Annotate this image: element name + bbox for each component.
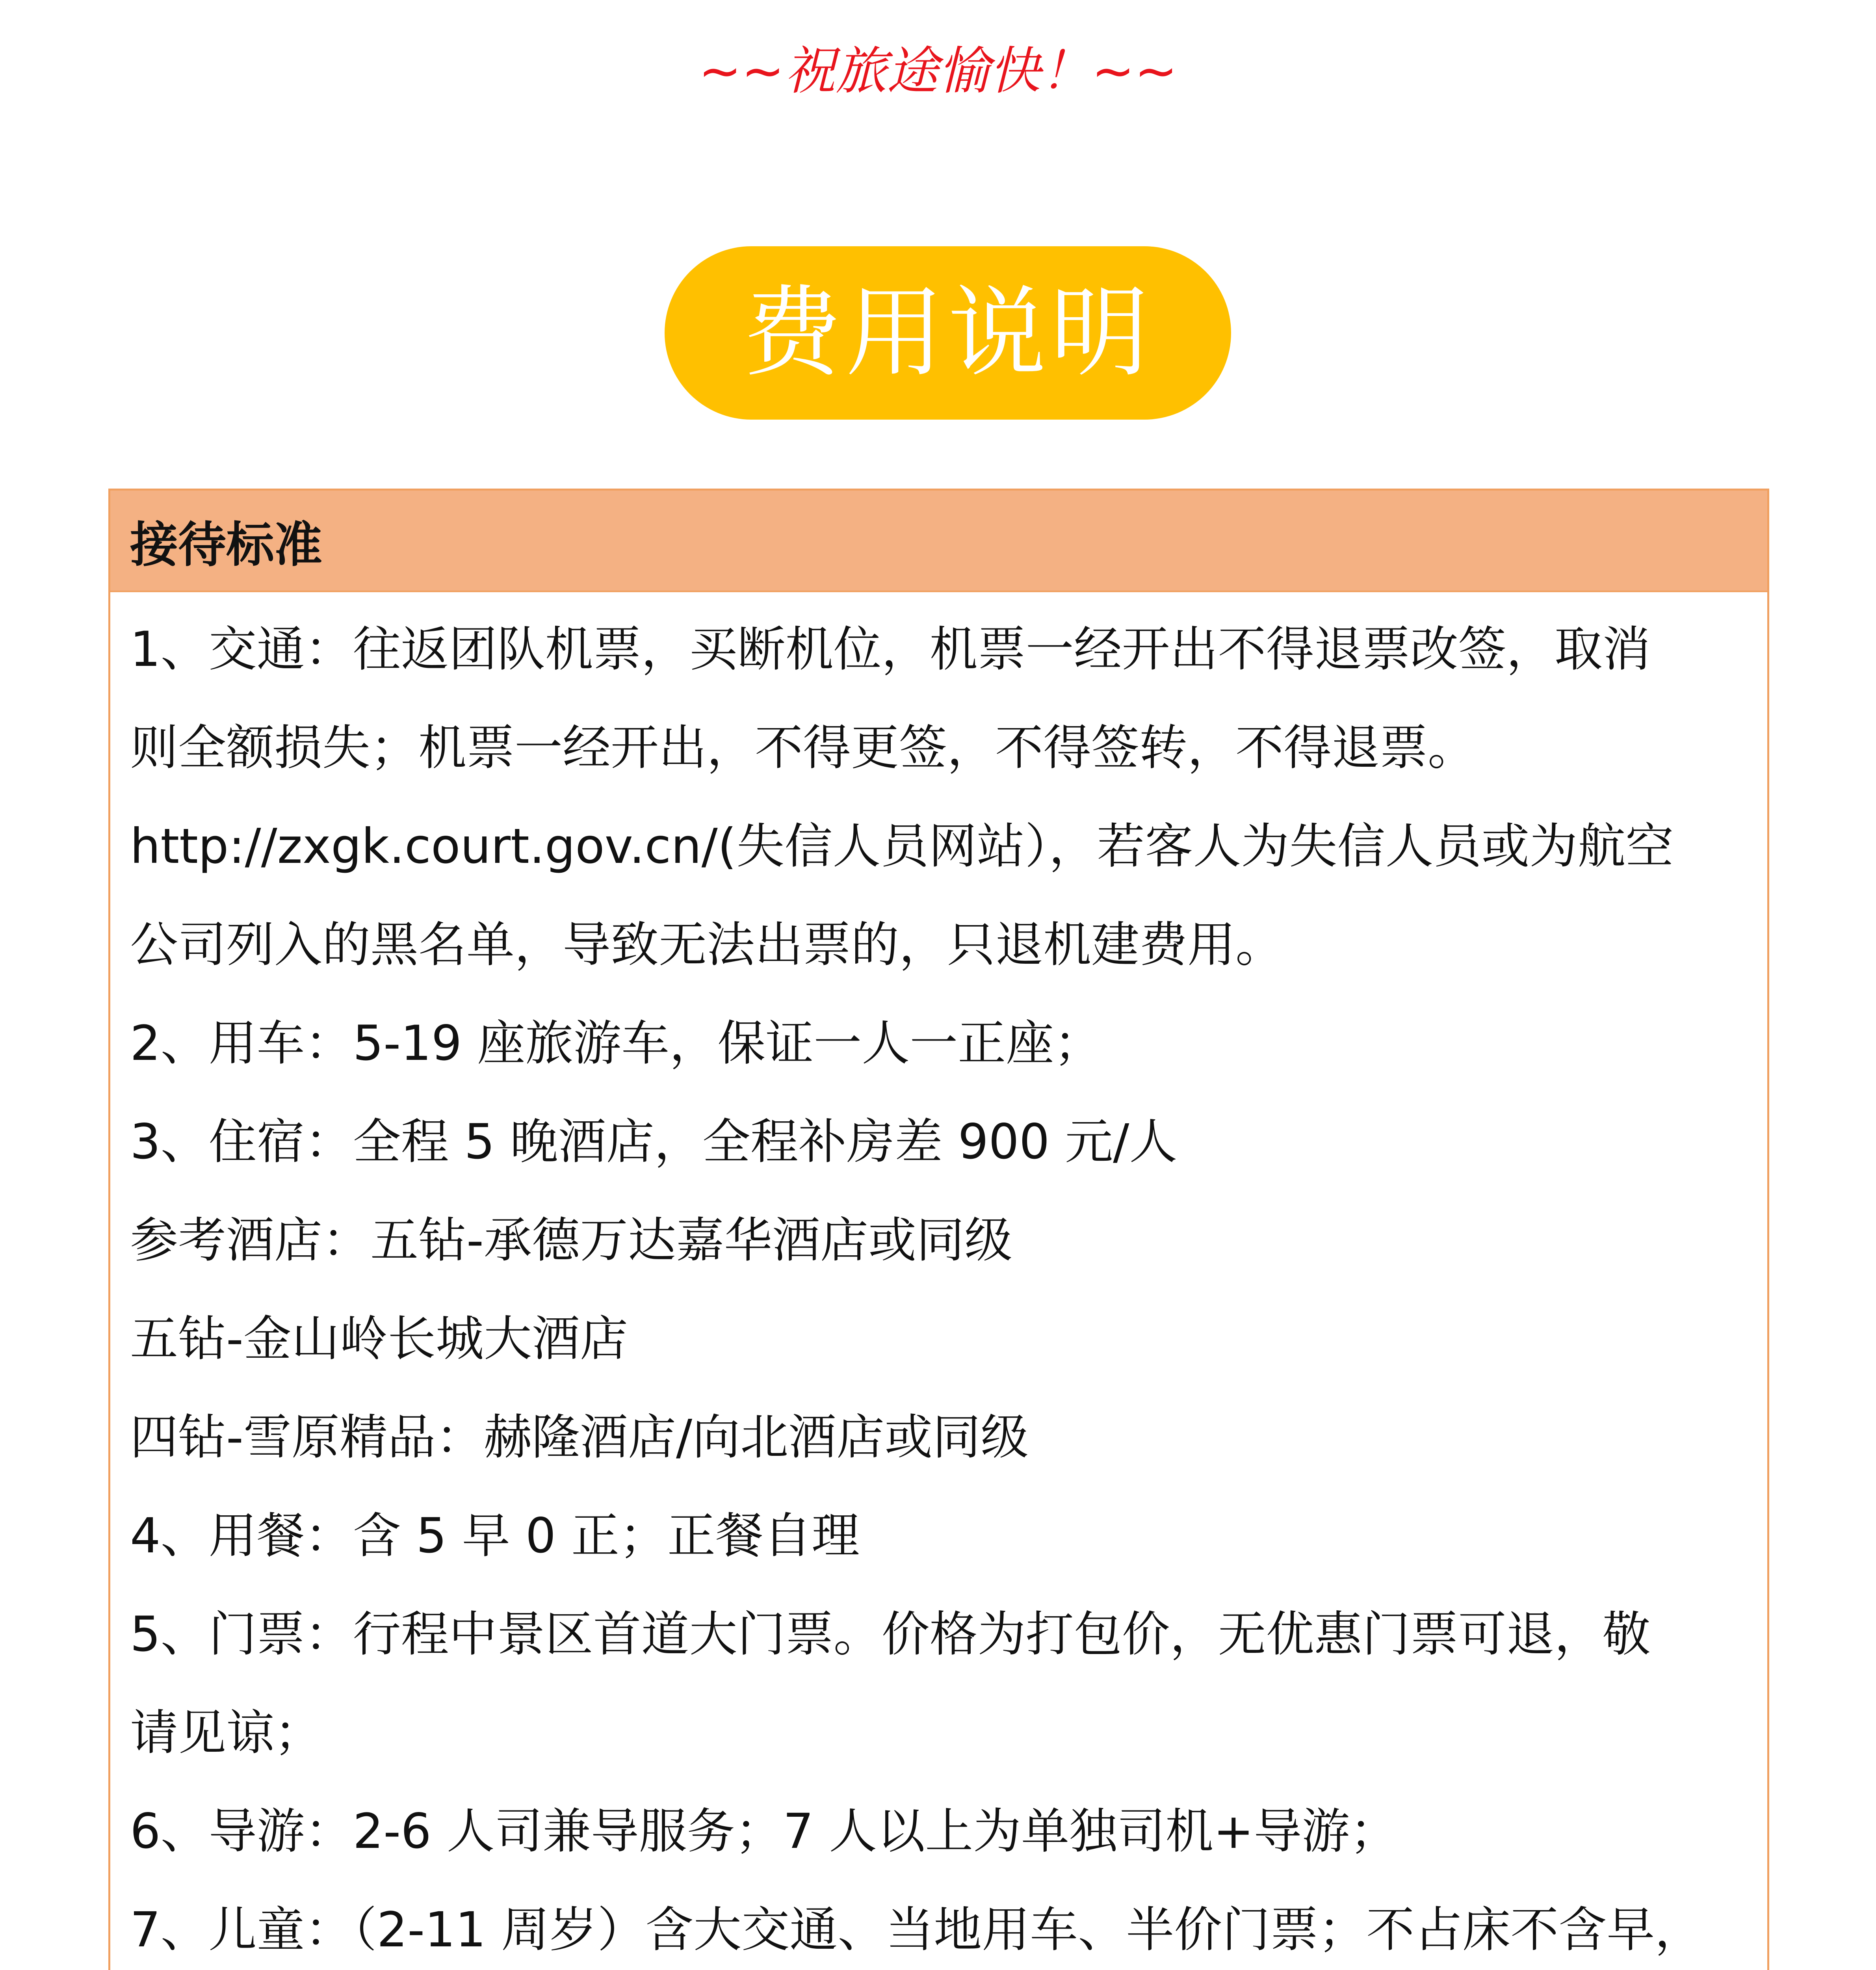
table-header-label: 接待标准 [130, 517, 322, 573]
standard-line: 2、用车：5-19 座旅游车，保证一人一正座； [130, 1015, 1102, 1071]
section-title: 费用说明 [743, 275, 1153, 390]
standard-line: 3、住宿：全程 5 晚酒店，全程补房差 900 元/人 [130, 1114, 1178, 1170]
standard-line: 五钻-金山岭长城大酒店 [130, 1311, 628, 1367]
standard-line: 参考酒店：五钻-承德万达嘉华酒店或同级 [130, 1212, 1013, 1268]
standard-line: 4、用餐：含 5 早 0 正；正餐自理 [130, 1508, 860, 1564]
standard-line: 1、交通：往返团队机票，买断机位，机票一经开出不得退票改签，取消 [130, 621, 1651, 677]
standard-cell [110, 592, 1767, 1970]
section-title-badge [665, 246, 1231, 420]
standard-line: 公司列入的黑名单，导致无法出票的，只退机建费用。 [130, 917, 1283, 973]
standard-line: 5、门票：行程中景区首道大门票。价格为打包价，无优惠门票可退，敬 [130, 1606, 1651, 1662]
standard-line: 则全额损失；机票一经开出，不得更签，不得签转，不得退票。 [130, 720, 1476, 776]
wish-text: ~~祝旅途愉快！~~ [698, 41, 1178, 101]
table-header [110, 491, 1767, 592]
standard-line: http://zxgk.court.gov.cn/(失信人员网站），若客人为失信人员或为航空 [130, 818, 1674, 874]
fee-table [108, 489, 1769, 1970]
standard-line: 7、儿童：（2-11 周岁）含大交通、当地用车、半价门票；不占床不含早， [130, 1902, 1703, 1958]
standard-line: 请见谅； [130, 1705, 322, 1761]
standard-line: 四钻-雪原精品：赫隆酒店/向北酒店或同级 [130, 1409, 1029, 1465]
standard-line: 6、导游：2-6 人司兼导服务；7 人以上为单独司机+导游； [130, 1803, 1398, 1859]
